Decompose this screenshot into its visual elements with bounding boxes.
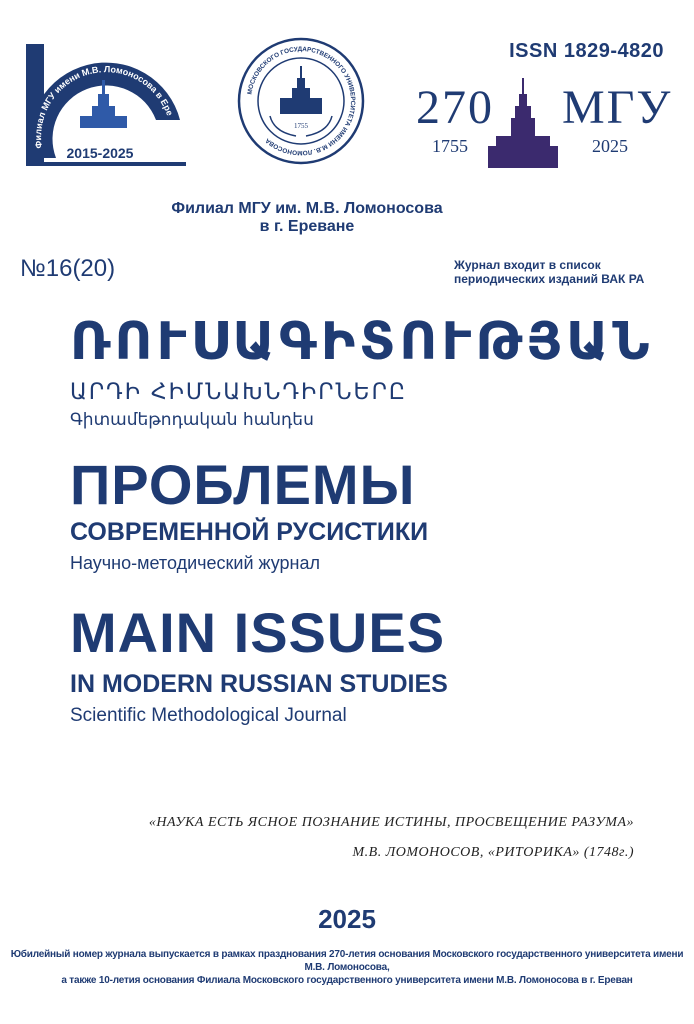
branch-logo-years: 2015-2025 (66, 145, 134, 161)
russian-subtitle: СОВРЕМЕННОЙ РУСИСТИКИ (70, 518, 429, 546)
anniversary-number: 270 (416, 81, 494, 134)
seal-building-icon (280, 66, 322, 114)
anniversary-name: МГУ (562, 81, 673, 134)
english-journal-kind: Scientific Methodological Journal (70, 705, 347, 726)
anniversary-logo (410, 74, 675, 174)
armenian-subtitle: ԱՐԴԻ ՀԻՄՆԱԽՆԴԻՐՆԵՐԸ (70, 380, 408, 405)
issn: ISSN 1829-4820 (509, 40, 664, 62)
msu-seal (236, 36, 366, 166)
vak-note-line2: периодических изданий ВАК РА (454, 272, 645, 286)
branch-name-line1: Филиал МГУ им. М.В. Ломоносова (171, 200, 443, 217)
anniversary-year-start: 1755 (432, 136, 468, 156)
lomonosov-quote (149, 808, 634, 868)
footnote-line1: Юбилейный номер журнала выпускается в рамках празднования 270-летия основания Московского государственного университета имени М.В. Ломоносова, (10, 949, 684, 973)
footnote-line2: а также 10-летия основания Филиала Московского государственного университета имени М.В. Ломоносова в г. Ереван (61, 975, 633, 986)
quote-attribution: М.В. ЛОМОНОСОВ, «РИТОРИКА» (1748г.) (352, 845, 634, 860)
publication-year: 2025 (318, 904, 376, 934)
quote-text: «НАУКА ЕСТЬ ЯСНОЕ ПОЗНАНИЕ ИСТИНЫ, ПРОСВЕЩЕНИЕ РАЗУМА» (148, 815, 634, 830)
anniversary-year-end: 2025 (592, 136, 628, 156)
vak-note (454, 258, 644, 286)
armenian-title: ՌՈՒՍԱԳԻՏՈՒԹՅԱՆ (70, 312, 654, 372)
msu-tower-icon (488, 78, 558, 170)
issue-number: №16(20) (20, 255, 116, 282)
footnote (10, 948, 684, 987)
branch-logo-arc-text: Филиал МГУ имени М.В. Ломоносова в Ере (33, 64, 175, 149)
seal-ring-text: МОСКОВСКОГО ГОСУДАРСТВЕННОГО УНИВЕРСИТЕТА ИМЕНИ М.В. ЛОМОНОСОВА (246, 45, 357, 157)
russian-title: ПРОБЛЕМЫ (70, 453, 416, 516)
english-subtitle: IN MODERN RUSSIAN STUDIES (70, 670, 448, 698)
branch-name (0, 200, 694, 236)
armenian-journal-kind: Գիտամեթոդական հանդես (70, 410, 314, 430)
english-title: MAIN ISSUES (70, 601, 446, 664)
vak-note-line1: Журнал входит в список (454, 258, 601, 272)
branch-name-line2: в г. Ереване (259, 218, 355, 235)
branch-logo (26, 38, 186, 188)
russian-journal-kind: Научно-методический журнал (70, 553, 321, 573)
seal-year: 1755 (294, 122, 308, 130)
